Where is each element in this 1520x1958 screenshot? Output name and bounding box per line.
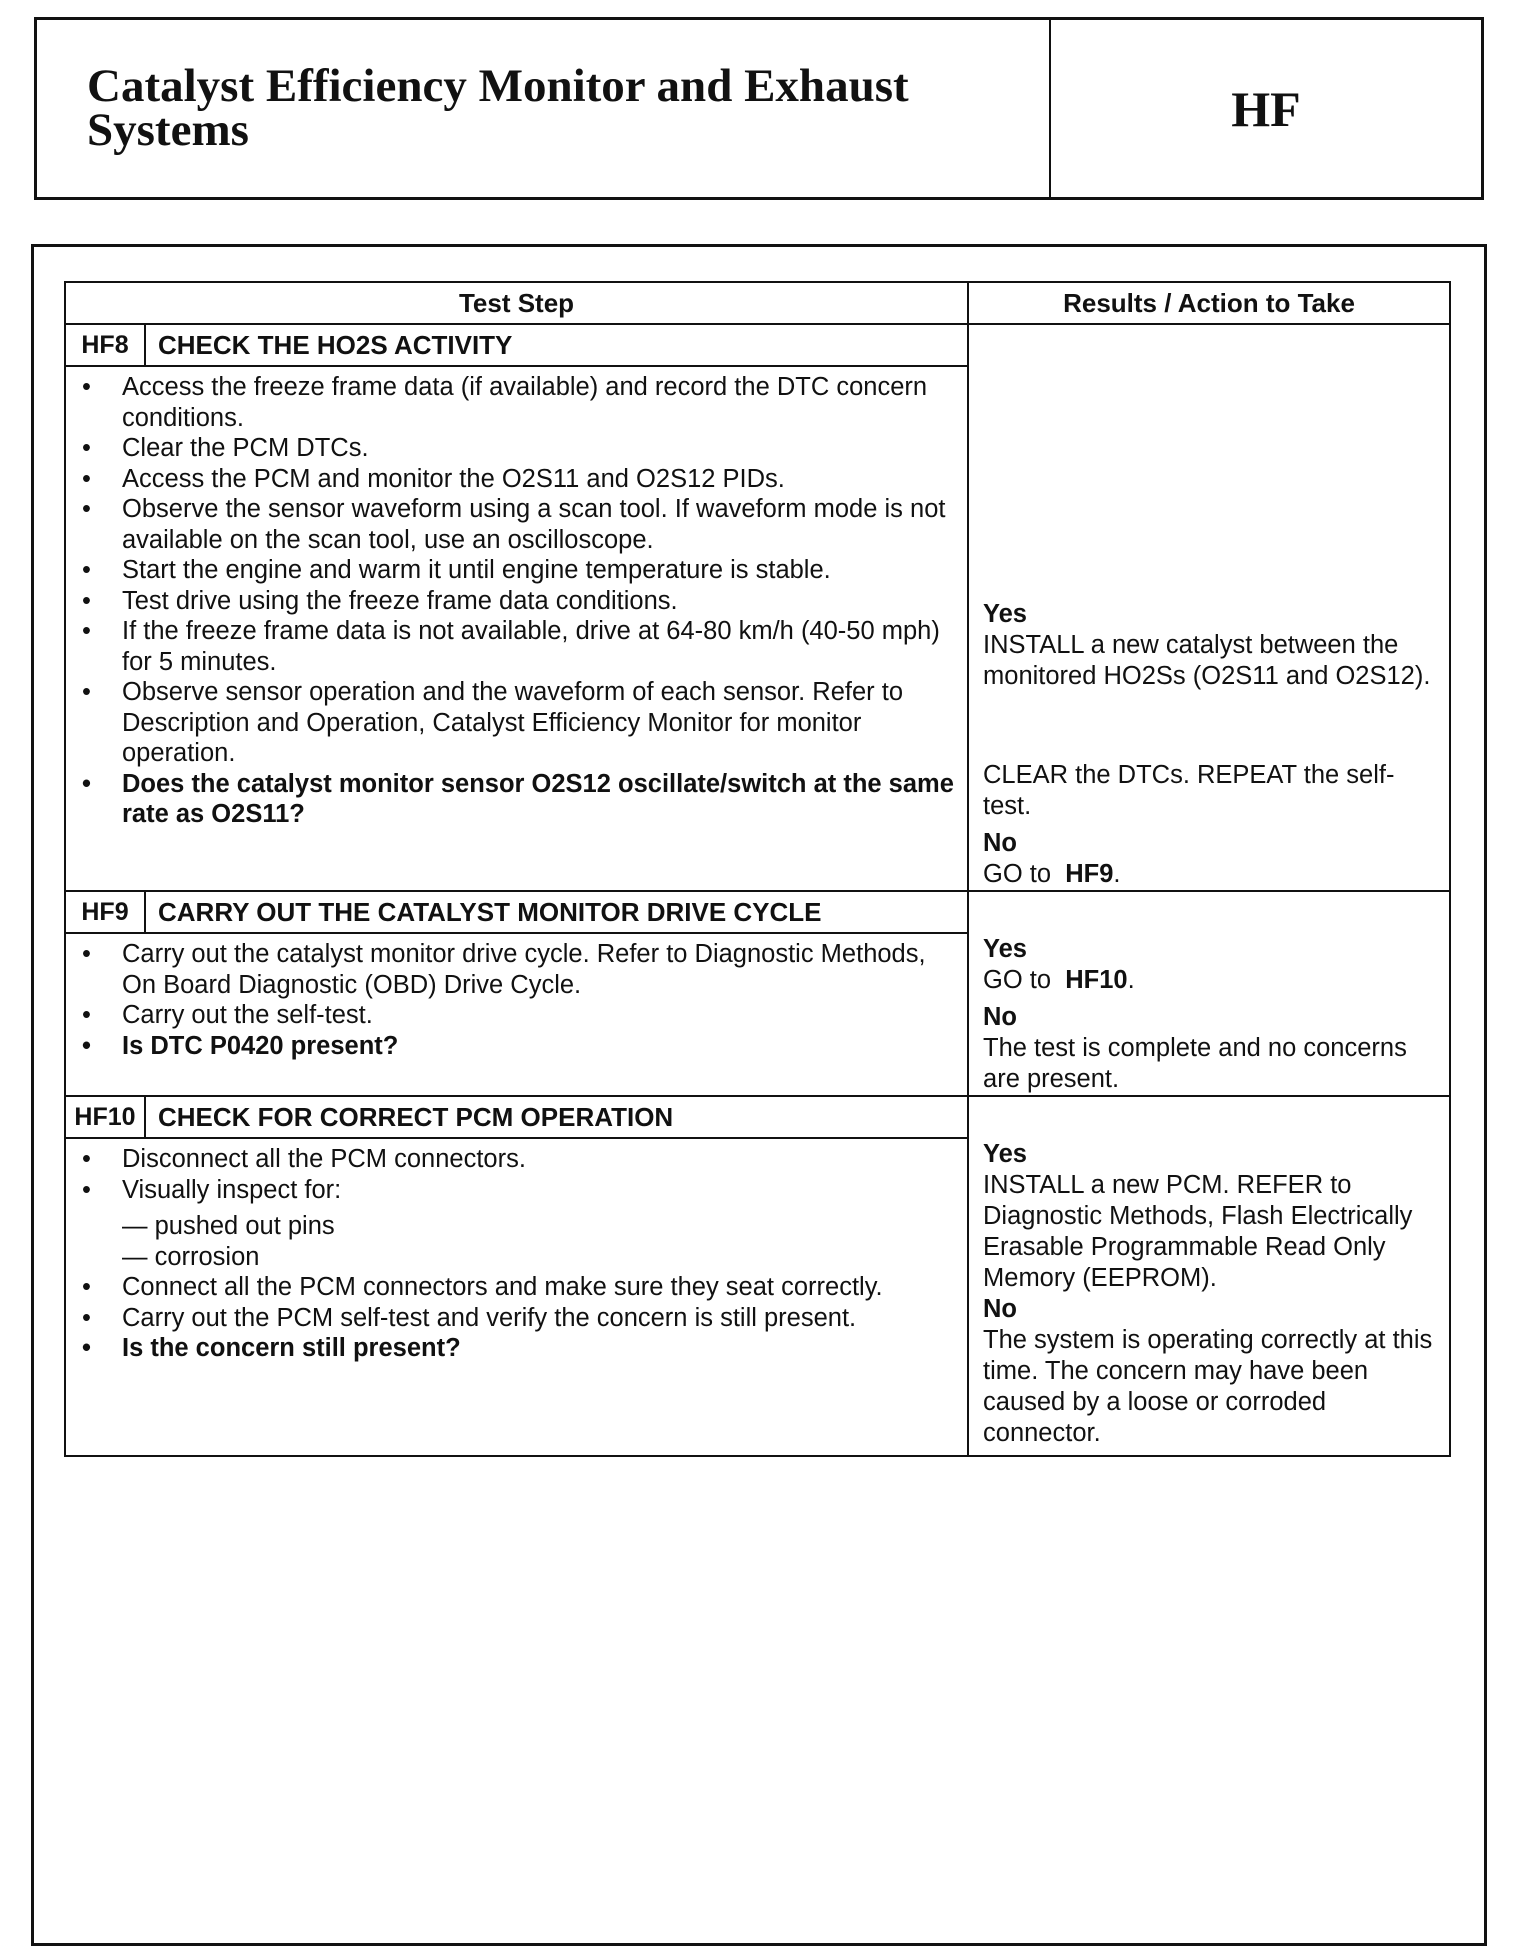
- step-id: HF10: [65, 1096, 145, 1138]
- step-id: HF9: [65, 891, 145, 933]
- question-item: • Does the catalyst monitor sensor O2S12 oscillate/switch at the same rate as O2S11?: [122, 769, 957, 830]
- list-item: • Test drive using the freeze frame data conditions.: [122, 586, 957, 617]
- list-item: • Carry out the catalyst monitor drive cycle. Refer to Diagnostic Methods, On Board Diagnostic (OBD) Drive Cycle.: [122, 939, 957, 1000]
- result-no-label: No: [983, 829, 1018, 857]
- page-header: [34, 17, 1484, 200]
- step-hf9-bullets: [66, 934, 967, 1095]
- step-hf9-title-row: [65, 891, 1450, 933]
- sub-item: — corrosion: [122, 1242, 260, 1271]
- step-hf9-results: [968, 891, 1450, 1096]
- page-title: [37, 20, 1051, 197]
- test-steps-table: [64, 281, 1451, 1457]
- list-item: [122, 1175, 957, 1273]
- step-hf8-results: [968, 324, 1450, 891]
- step-hf8-bullets: [66, 367, 967, 836]
- step-id: HF8: [65, 324, 145, 366]
- result-no-label: No: [983, 1003, 1018, 1031]
- list-item: • Carry out the PCM self-test and verify the concern is still present.: [122, 1303, 957, 1334]
- step-hf10-title-row: [65, 1096, 1450, 1138]
- result-no-prefix: GO to: [983, 860, 1052, 888]
- list-item: • Access the PCM and monitor the O2S11 and O2S12 PIDs.: [122, 464, 957, 495]
- list-item: • Clear the PCM DTCs.: [122, 433, 957, 464]
- list-item: • Carry out the self-test.: [122, 1000, 957, 1031]
- result-yes-label: Yes: [983, 600, 1027, 628]
- list-item: • Connect all the PCM connectors and make sure they seat correctly.: [122, 1272, 957, 1303]
- list-item: • Start the engine and warm it until engine temperature is stable.: [122, 555, 957, 586]
- inspection-sublist: [122, 1211, 957, 1272]
- list-item: • Observe the sensor waveform using a scan tool. If waveform mode is not available on the scan tool, use an oscilloscope.: [122, 494, 957, 555]
- result-yes-label: Yes: [983, 935, 1027, 963]
- result-yes-prefix: GO to: [983, 966, 1052, 994]
- result-yes-text: INSTALL a new PCM. REFER to Diagnostic Methods, Flash Electrically Erasable Programmable Read Only Memory (EEPROM).: [983, 1171, 1413, 1292]
- result-no-text: The system is operating correctly at this time. The concern may have been caused by a loose or corroded connector.: [983, 1326, 1433, 1447]
- col-header-results: Results / Action to Take: [968, 282, 1450, 324]
- step-hf10-body: [65, 1138, 968, 1456]
- result-yes-label: Yes: [983, 1140, 1027, 1168]
- result-no-label: No: [983, 1295, 1018, 1323]
- list-item: • If the freeze frame data is not available, drive at 64-80 km/h (40-50 mph) for 5 minutes.: [122, 616, 957, 677]
- step-hf9-body: [65, 933, 968, 1096]
- result-no-text: [983, 859, 1441, 890]
- step-hf10-results: [968, 1096, 1450, 1456]
- step-title: CHECK THE HO2S ACTIVITY: [145, 324, 968, 366]
- list-item: • Observe sensor operation and the waveform of each sensor. Refer to Description and Operation, Catalyst Efficiency Monitor for monitor operation.: [122, 677, 957, 769]
- step-title: CHECK FOR CORRECT PCM OPERATION: [145, 1096, 968, 1138]
- question-item: • Is DTC P0420 present?: [122, 1031, 957, 1062]
- step-hf8-title-row: [65, 324, 1450, 366]
- goto-link-hf10[interactable]: HF10: [1065, 966, 1128, 994]
- sub-item: — pushed out pins: [122, 1212, 335, 1240]
- list-item: • Disconnect all the PCM connectors.: [122, 1144, 957, 1175]
- section-code: HF: [1231, 80, 1301, 137]
- goto-link-hf9[interactable]: HF9: [1065, 860, 1114, 888]
- question-item: • Is the concern still present?: [122, 1333, 957, 1364]
- result-no-suffix: .: [1113, 860, 1121, 888]
- result-yes-text-2: CLEAR the DTCs. REPEAT the self-test.: [983, 761, 1395, 820]
- result-no-text: The test is complete and no concerns are present.: [983, 1034, 1407, 1093]
- result-yes-suffix: .: [1127, 966, 1135, 994]
- result-yes-text: [983, 965, 1441, 996]
- table-header-row: [65, 282, 1450, 324]
- list-item: • Access the freeze frame data (if available) and record the DTC concern conditions.: [122, 372, 957, 433]
- page-title-line2: Systems: [87, 104, 249, 156]
- step-hf10-bullets: [66, 1139, 967, 1370]
- step-hf8-body: [65, 366, 968, 891]
- result-yes-text: INSTALL a new catalyst between the monitored HO2Ss (O2S11 and O2S12).: [983, 631, 1431, 690]
- list-item-text: Visually inspect for:: [122, 1175, 342, 1204]
- step-title: CARRY OUT THE CATALYST MONITOR DRIVE CYCLE: [145, 891, 968, 933]
- page-title-line1: Catalyst Efficiency Monitor and Exhaust: [87, 60, 909, 112]
- col-header-test-step: Test Step: [65, 282, 968, 324]
